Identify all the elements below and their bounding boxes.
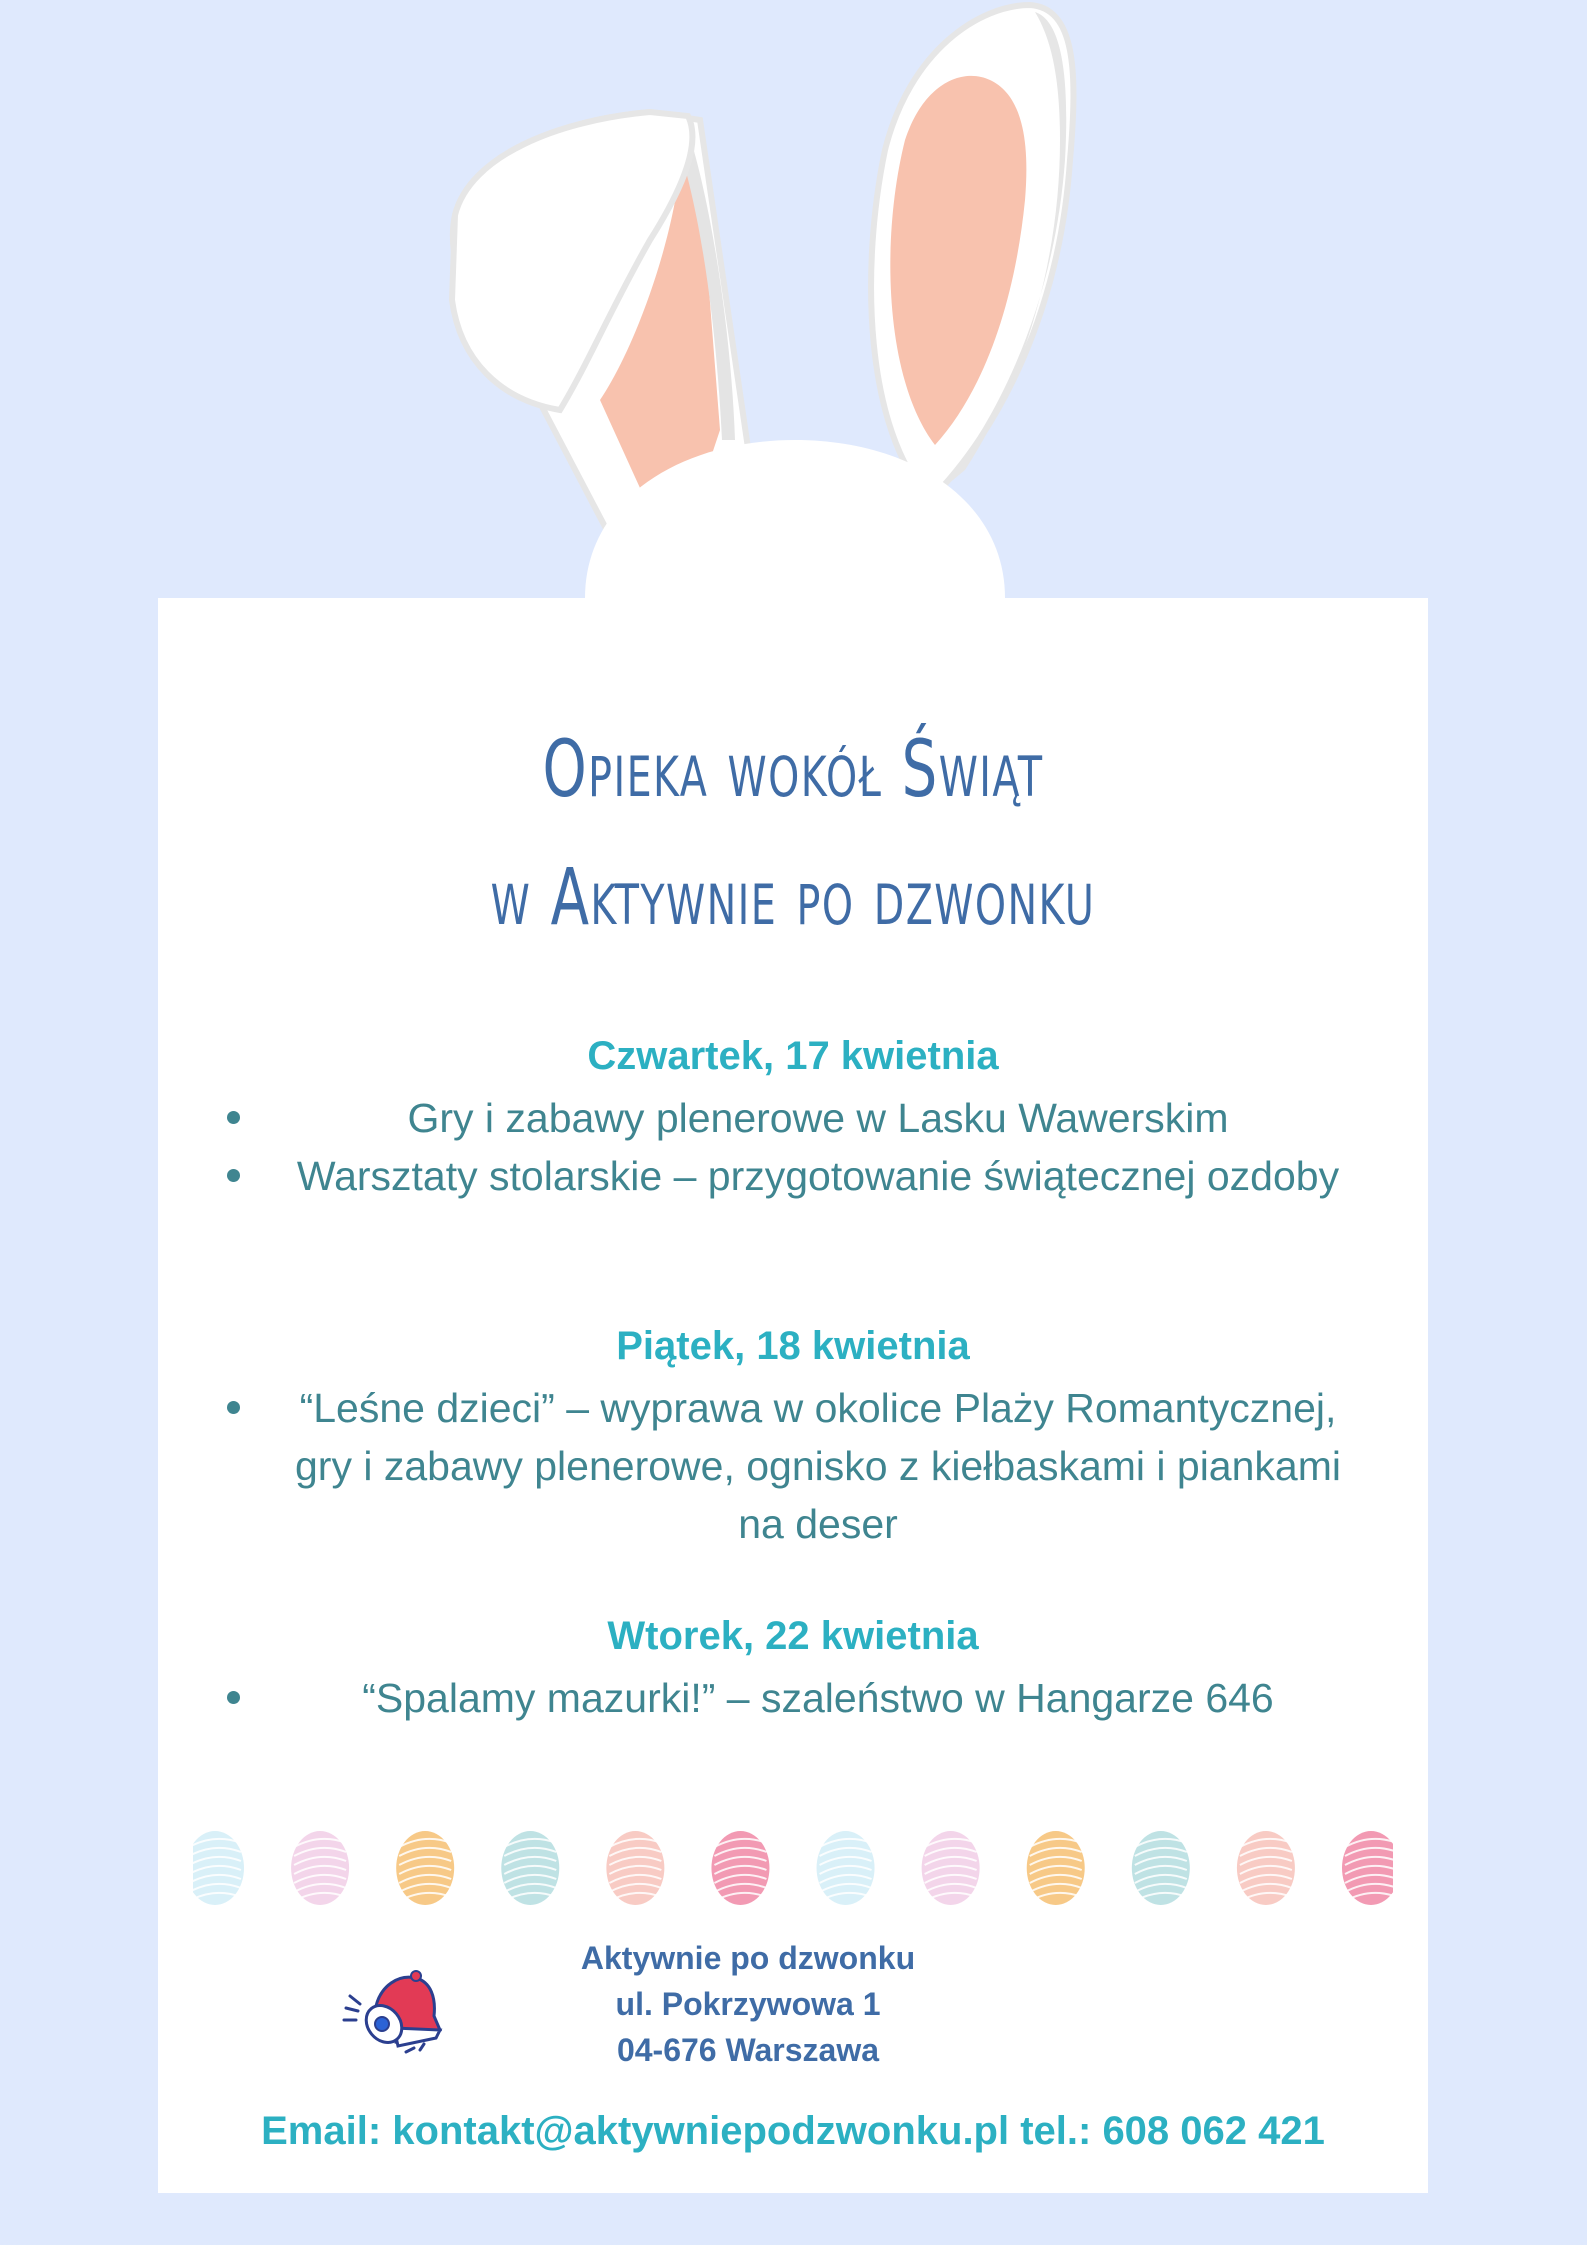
- easter-egg-icon: [193, 1831, 244, 1905]
- list-item: [158, 1379, 1428, 1553]
- activity-text: “Spalamy mazurki!” – szaleństwo w Hangarze 646: [362, 1675, 1274, 1721]
- easter-egg-icon: [1027, 1831, 1085, 1905]
- day-heading: Wtorek, 22 kwietnia: [607, 1614, 979, 1658]
- easter-egg-icon: [606, 1831, 664, 1905]
- easter-egg-icon: [501, 1831, 559, 1905]
- easter-egg-icon: [922, 1831, 980, 1905]
- address-street: ul. Pokrzywowa 1: [615, 1986, 881, 2022]
- bunny-ears-icon: [0, 0, 1587, 700]
- list-item: [158, 1669, 1428, 1727]
- bullet-icon: [227, 1691, 240, 1704]
- easter-egg-icon: [1132, 1831, 1190, 1905]
- list-item: [158, 1089, 1428, 1147]
- activity-text: Warsztaty stolarskie – przygotowanie świątecznej ozdoby: [296, 1153, 1340, 1199]
- day-section-thursday: [158, 1031, 1428, 1205]
- day-section-tuesday: [158, 1611, 1428, 1727]
- address-city: 04-676 Warszawa: [616, 2032, 880, 2068]
- bell-icon: [336, 1966, 446, 2056]
- contact-line: Email: kontakt@aktywniepodzwonku.pl tel.: 608 062 421: [261, 2109, 1325, 2153]
- activity-list: [158, 1379, 1428, 1553]
- right-ear: [871, 5, 1073, 500]
- easter-egg-icon: [396, 1831, 454, 1905]
- title-line-2: w Aktywnie po dzwonku: [490, 853, 1096, 943]
- page-title: [336, 706, 1250, 962]
- easter-eggs-row: [193, 1828, 1393, 1908]
- activity-list: [158, 1089, 1428, 1205]
- easter-egg-icon: [1342, 1831, 1393, 1905]
- day-heading: Piątek, 18 kwietnia: [616, 1324, 970, 1368]
- bullet-icon: [227, 1401, 240, 1414]
- easter-egg-icon: [817, 1831, 875, 1905]
- list-item: [158, 1147, 1428, 1205]
- address-name: Aktywnie po dzwonku: [580, 1940, 916, 1976]
- easter-egg-icon: [1237, 1831, 1295, 1905]
- easter-egg-icon: [291, 1831, 349, 1905]
- day-heading: Czwartek, 17 kwietnia: [587, 1034, 999, 1078]
- flyer-card: [158, 598, 1428, 2193]
- bullet-icon: [227, 1111, 240, 1124]
- activity-list: [158, 1669, 1428, 1727]
- day-section-friday: [158, 1321, 1428, 1553]
- easter-egg-icon: [711, 1831, 769, 1905]
- activity-text: Gry i zabawy plenerowe w Lasku Wawerskim: [407, 1095, 1229, 1141]
- title-line-1: Opieka wokół Świąt: [542, 725, 1044, 815]
- bullet-icon: [227, 1169, 240, 1182]
- activity-text: “Leśne dzieci” – wyprawa w okolice Plaży Romantycznej, gry i zabawy plenerowe, ognisko z kiełbaskami i piankami na deser: [295, 1385, 1341, 1547]
- address-block: [528, 1935, 968, 2073]
